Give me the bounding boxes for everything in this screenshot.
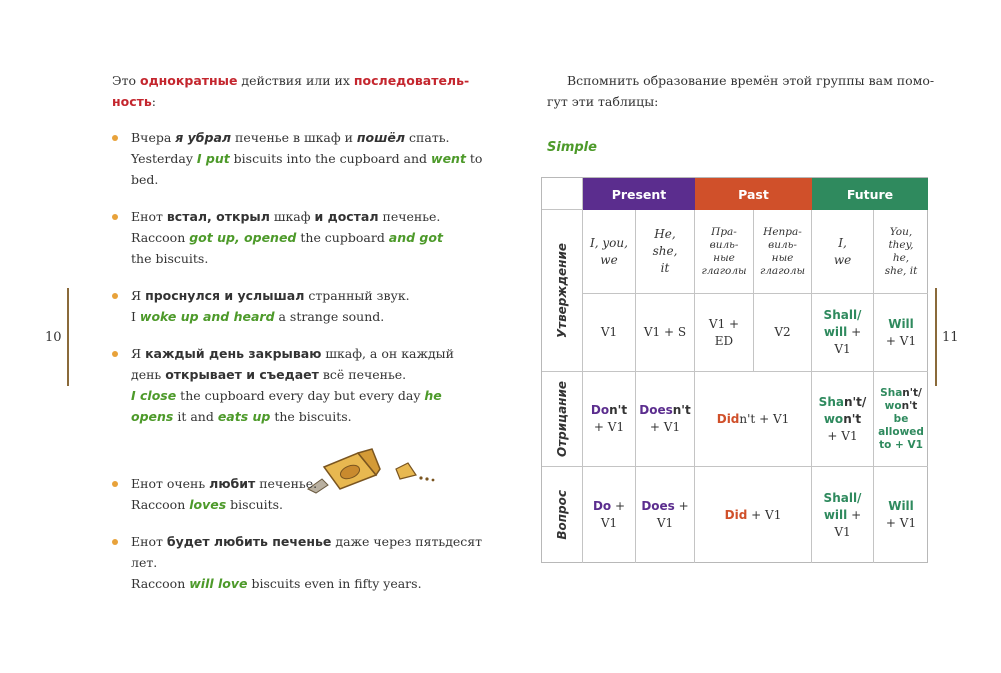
subheader-future-2: You, they, he, she, it [874, 210, 928, 294]
question-past: Did + V1 [695, 467, 812, 563]
affirm-past-1: V1 + ED [695, 294, 754, 372]
bullet [112, 293, 118, 299]
ru-line: Я проснулся и услышал странный звук. [131, 288, 410, 303]
header-present: Present [583, 178, 695, 210]
en-line: bed. [131, 172, 159, 187]
affirm-future-1: Shall/ will + V1 [812, 294, 874, 372]
section-title: Simple [547, 140, 597, 155]
question-future-1: Shall/ will + V1 [812, 467, 874, 563]
subheader-present-1: I, you, we [583, 210, 636, 294]
ru-line: день открывает и съедает всё печенье. [131, 367, 407, 382]
intro-line-1: Это однократные действия или их последователь- [112, 73, 470, 88]
row-label-negation: Отрицание [542, 372, 583, 467]
ru-line: Я каждый день закрываю шкаф, а он каждый [131, 346, 454, 361]
affirm-future-2: Will + V1 [874, 294, 928, 372]
negation-future-1: Shan't/ won't + V1 [812, 372, 874, 467]
question-future-2: Will + V1 [885, 499, 917, 530]
subheader-past-2: Непра- виль- ные глаголы [754, 210, 812, 294]
bullet [112, 214, 118, 220]
ru-line: лет. [131, 555, 158, 570]
negation-present-2: Doesn't + V1 [636, 372, 695, 467]
en-line: I close the cupboard every day but every day he [131, 388, 442, 403]
header-corner [542, 178, 583, 210]
en-line: opens it and eats up the biscuits. [131, 409, 352, 424]
cookie-box-illustration [300, 445, 442, 495]
page-number-right: 11 [942, 330, 959, 345]
header-past: Past [695, 178, 812, 210]
negation-present-1: Don't + V1 [583, 372, 636, 467]
right-intro-line-2: гут эти таблицы: [547, 94, 659, 109]
list-item [131, 473, 317, 515]
subheader-present-2: He, she, it [636, 210, 695, 294]
en-line: Yesterday I put biscuits into the cupboard and went to [131, 151, 483, 166]
row-label-question: Вопрос [542, 467, 583, 563]
en-line: Raccoon loves biscuits. [131, 497, 284, 512]
list-item [131, 343, 454, 427]
row-label-affirm: Утверждение [542, 210, 583, 372]
negation-past: Didn't + V1 [695, 372, 812, 467]
page-number-left: 10 [45, 330, 62, 345]
bullet [112, 539, 118, 545]
tense-table [541, 177, 928, 563]
page-edge-line-left [67, 288, 69, 386]
list-item [131, 127, 482, 190]
ru-line: Енот очень любит печенье. [131, 476, 318, 491]
affirm-present-1: V1 [583, 294, 636, 372]
affirm-present-2: V1 + S [636, 294, 695, 372]
bullet [112, 351, 118, 357]
subheader-past-1: Пра- виль- ные глаголы [695, 210, 754, 294]
header-future: Future [812, 178, 928, 210]
question-present-2: Does + V1 [636, 467, 695, 563]
list-item [131, 531, 482, 594]
en-line: Raccoon will love biscuits even in fifty years. [131, 576, 422, 591]
intro-line-2: ность: [112, 94, 157, 109]
ru-line: Енот будет любить печенье даже через пятьдесят [131, 534, 483, 549]
ru-line: Енот встал, открыл шкаф и достал печенье. [131, 209, 441, 224]
negation-future-2: Shan't/ won't be allowed to + V1 [874, 372, 928, 467]
bullet [112, 135, 118, 141]
subheader-future-1: I, we [812, 210, 874, 294]
en-line: the biscuits. [131, 251, 209, 266]
page-edge-line-right [935, 288, 937, 386]
affirm-past-2: V2 [754, 294, 812, 372]
list-item [131, 285, 410, 327]
list-item [131, 206, 443, 269]
right-intro-line-1: Вспомнить образование времён этой группы вам помо- [567, 73, 935, 88]
question-present-1: Do + V1 [583, 467, 636, 563]
en-line: Raccoon got up, opened the cupboard and got [131, 230, 443, 245]
ru-line: Вчера я убрал печенье в шкаф и пошёл спать. [131, 130, 450, 145]
bullet [112, 481, 118, 487]
en-line: I woke up and heard a strange sound. [131, 309, 385, 324]
